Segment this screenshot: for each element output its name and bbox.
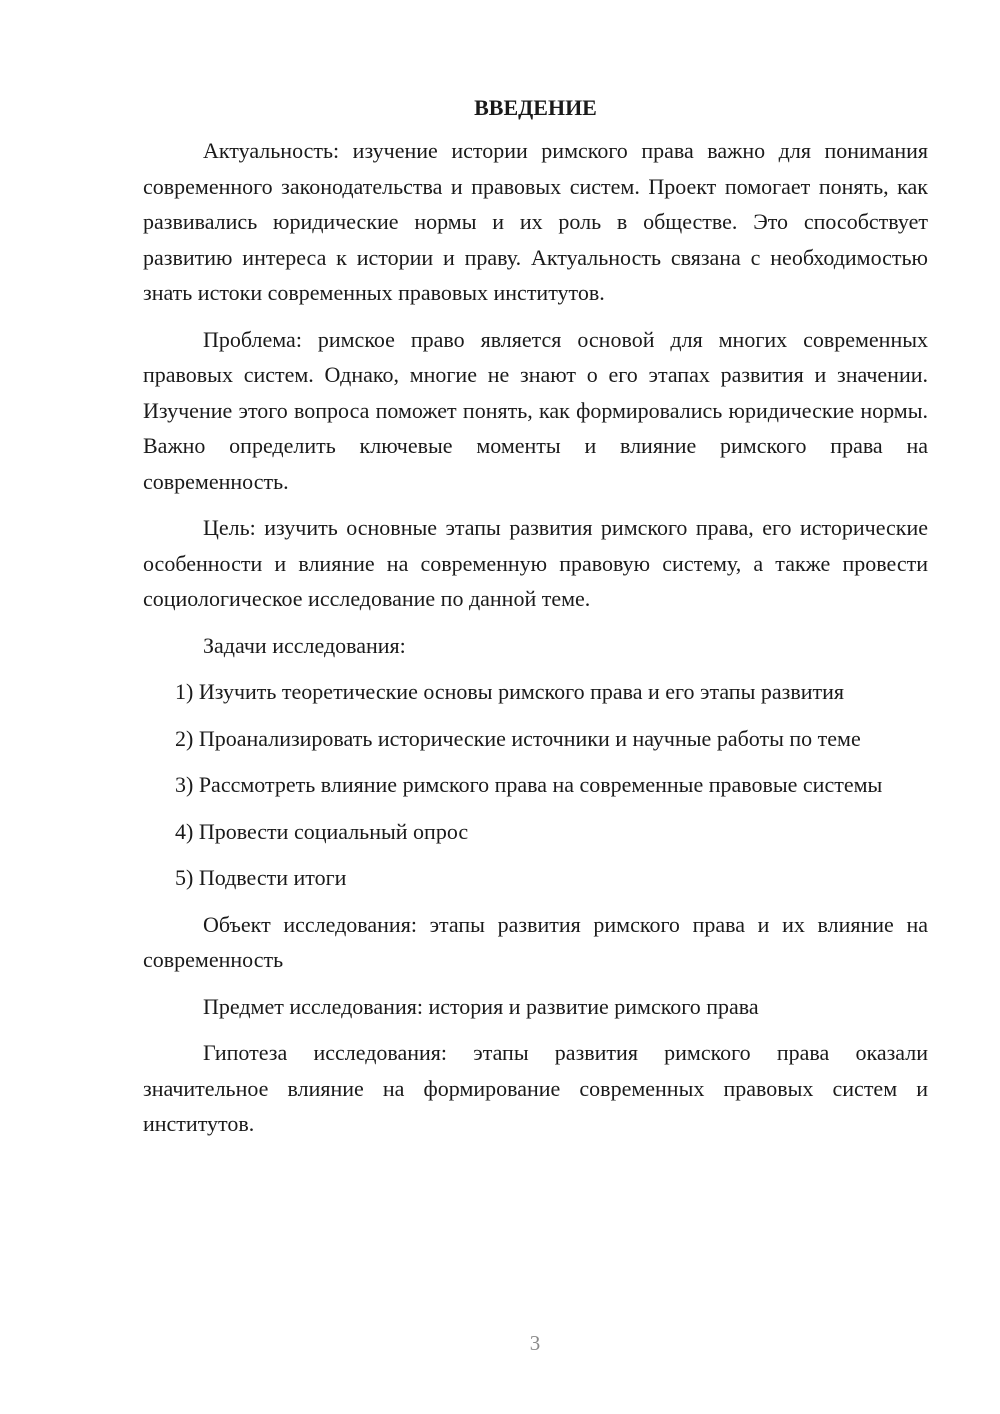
relevance-paragraph: Актуальность: изучение истории римского права важно для понимания современного законодательства и правовых систем. Проект помогает понять, как развивались юридические нормы и их роль в обществе. Это способствует развитию интереса к истории и праву. Актуальность связана с необходимостью знать истоки современных правовых институтов. — [143, 138, 928, 306]
task-item-5: 5) Подвести итоги — [175, 865, 347, 891]
task-item-2: 2) Проанализировать исторические источники и научные работы по теме — [175, 725, 861, 751]
tasks-title: Задачи исследования: — [203, 632, 406, 658]
object-paragraph: Объект исследования: этапы развития римского права и их влияние на современность — [143, 911, 928, 973]
task-item-3: 3) Рассмотреть влияние римского права на современные правовые системы — [175, 772, 883, 798]
hypothesis-paragraph: Гипотеза исследования: этапы развития римского права оказали значительное влияние на формирование современных правовых систем и институтов. — [143, 1040, 928, 1137]
page-number: 3 — [529, 1331, 541, 1355]
task-item-4: 4) Провести социальный опрос — [175, 818, 469, 844]
document-page — [143, 90, 928, 1153]
section-heading: ВВЕДЕНИЕ — [474, 95, 597, 120]
task-item-1: 1) Изучить теоретические основы римского права и его этапы развития — [175, 679, 844, 705]
goal-paragraph: Цель: изучить основные этапы развития римского права, его исторические особенности и влияние на современную правовую систему, а также провести социологическое исследование по данной теме. — [143, 515, 928, 612]
problem-paragraph: Проблема: римское право является основой для многих современных правовых систем. Однако, многие не знают о его этапах развития и значении. Изучение этого вопроса поможет понять, как формировались юридические нормы. Важно определить ключевые моменты и влияние римского права на современность. — [143, 326, 928, 494]
subject-paragraph: Предмет исследования: история и развитие римского права — [203, 993, 759, 1019]
